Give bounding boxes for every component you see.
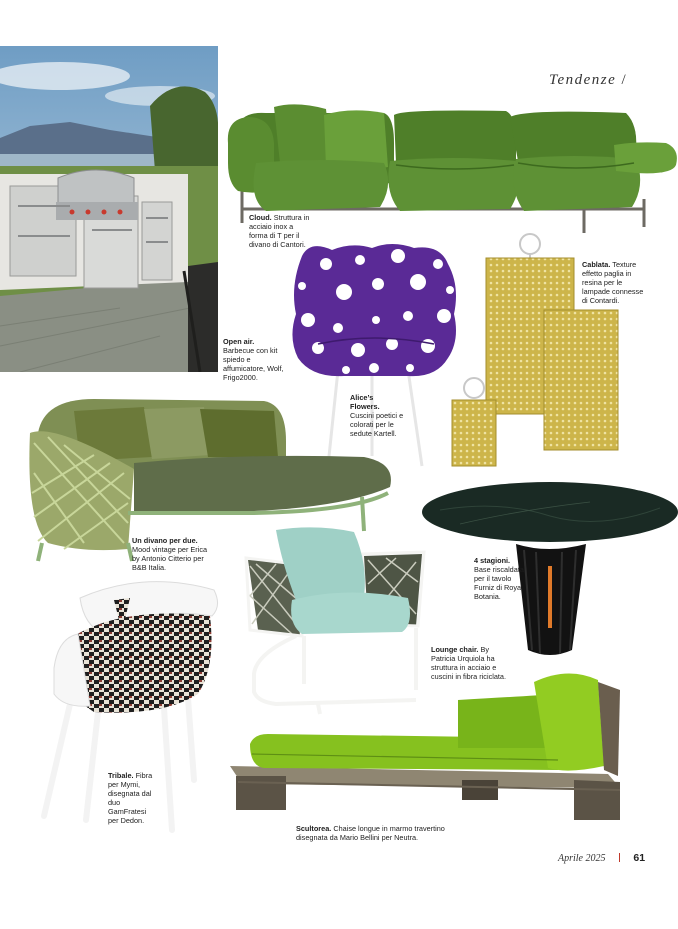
section-separator: / [621,72,628,88]
caption-open-air-text: Barbecue con kit spiedo e affumicatore, Wolf, Frigo2000. [223,346,284,382]
marble-table-photo [420,480,678,664]
caption-lounge-chair-title: Lounge chair. [431,645,479,654]
caption-scultorea-text: Chaise longue in marmo travertino disegnata da Mario Bellini per Neutra. [296,824,445,842]
marble-table-illustration [420,480,678,664]
barbecue-photo [0,46,218,372]
caption-open-air-title: Open air. [223,337,255,346]
caption-scultorea-title: Scultorea. [296,824,332,833]
caption-erica [132,536,210,572]
caption-alice-flowers-text: Cuscini poetici e colorati per le sedute Kartell. [350,411,404,438]
caption-cablata-text: Texture effetto paglia in resina per le lampade connesse di Contardi. [582,260,644,305]
caption-alice-flowers-title: Alice’s Flowers. [350,393,380,411]
caption-4-stagioni-text: Base riscaldata per il tavolo Furniz di Royal Botania. [474,565,524,601]
caption-cablata [582,260,646,305]
page-footer [558,848,645,866]
caption-tribale-title: Tribale. [108,771,134,780]
scultorea-chaise-illustration [228,670,624,824]
caption-scultorea [296,824,446,842]
caption-erica-text: Mood vintage per Erica by Antonio Citterio per B&B Italia. [132,545,208,572]
footer-separator [619,853,620,862]
caption-cablata-title: Cablata. [582,260,611,269]
caption-cloud-text: Struttura in acciaio inox a forma di T per il divano di Cantori. [249,213,310,249]
caption-4-stagioni-title: 4 stagioni. [474,556,511,565]
caption-tribale [108,771,154,825]
caption-erica-title: Un divano per due. [132,536,198,545]
issue-date: Aprile 2025 [558,853,606,864]
caption-tribale-text: Fibra per Mymi, disegnata dal duo GamFratesi per Dedon. [108,771,153,825]
barbecue-illustration [0,46,218,372]
caption-lounge-chair-text: By Patricia Urquiola ha struttura in acciaio e cuscini in fibra riciclata. [431,645,507,681]
scultorea-chaise-photo [228,670,624,824]
caption-cloud-title: Cloud. [249,213,272,222]
section-title [549,72,627,89]
caption-4-stagioni [474,556,528,601]
caption-open-air [223,337,285,382]
section-label: Tendenze [549,72,617,88]
page-number: 61 [633,852,646,864]
